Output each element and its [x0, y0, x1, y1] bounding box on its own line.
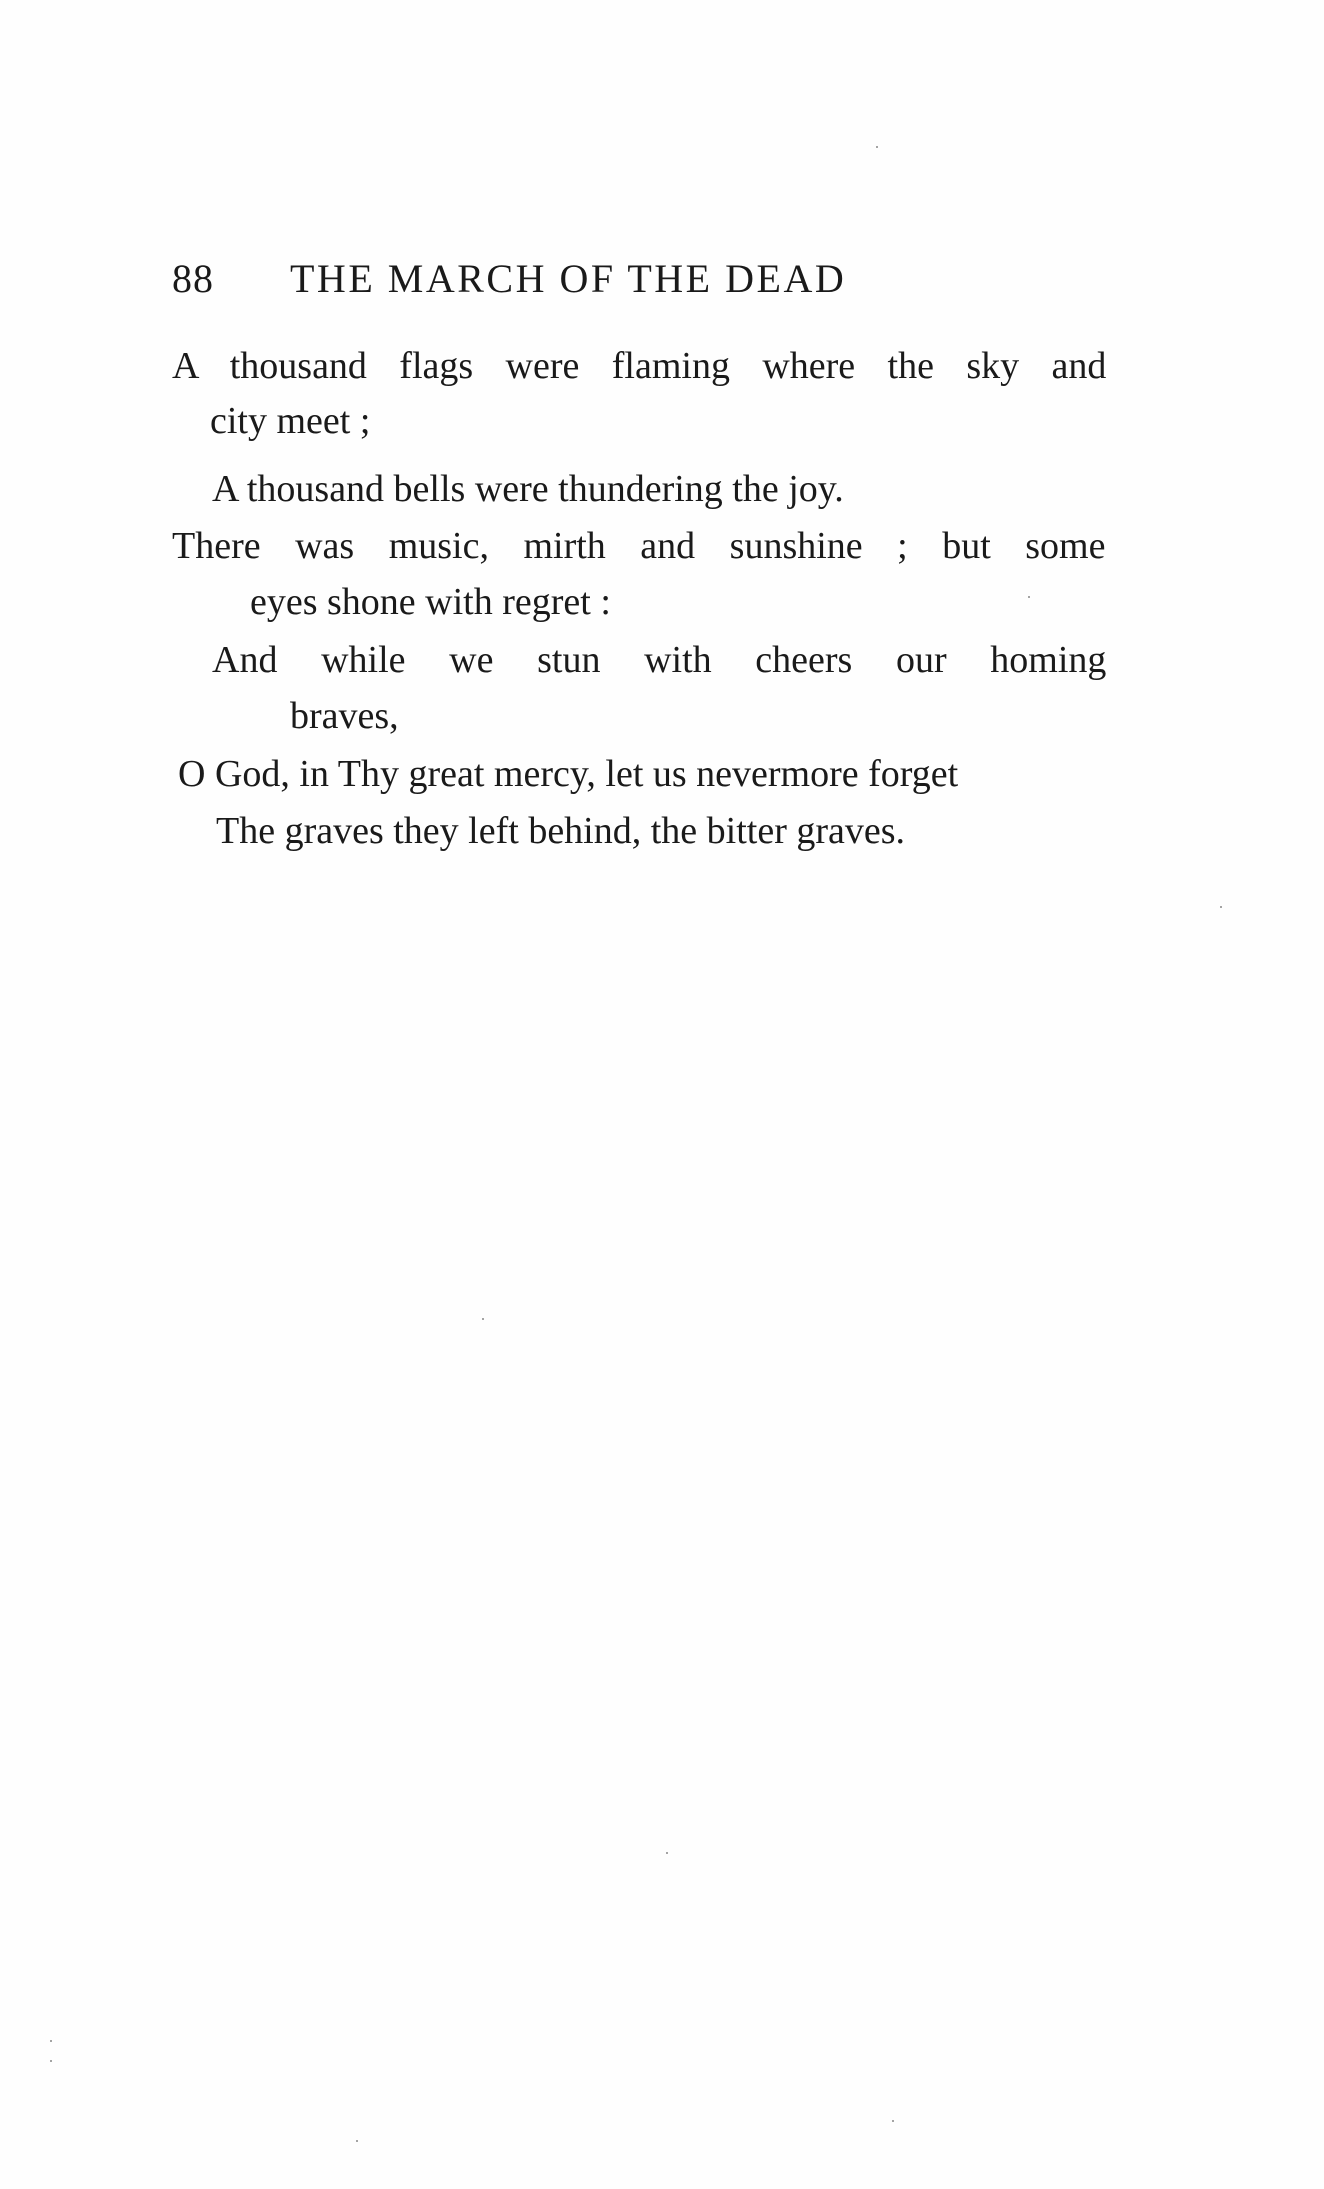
paper-speck	[50, 2060, 52, 2062]
poem-line: eyes shone with regret :	[250, 581, 611, 623]
paper-speck	[356, 2140, 358, 2142]
paper-speck	[50, 2040, 52, 2042]
running-header	[172, 255, 1072, 305]
poem-line: braves,	[290, 695, 399, 737]
paper-speck	[892, 2120, 894, 2122]
poem-line: O God, in Thy great mercy, let us nevermore forget	[178, 753, 959, 795]
poem-line: There was music, mirth and sunshine ; but some	[172, 525, 1106, 567]
paper-speck	[1220, 906, 1222, 908]
poem-line: city meet ;	[210, 400, 371, 442]
paper-speck	[666, 1852, 668, 1854]
page-number: 88	[172, 256, 214, 301]
poem-line: And while we stun with cheers our homing	[212, 639, 1107, 681]
poem-line: A thousand bells were thundering the joy.	[212, 468, 844, 510]
paper-speck	[482, 1318, 484, 1320]
paper-speck	[876, 146, 878, 148]
poem-line: A thousand flags were flaming where the sky and	[172, 345, 1107, 387]
paper-speck	[1028, 596, 1030, 598]
running-title: THE MARCH OF THE DEAD	[290, 256, 847, 301]
poem-line: The graves they left behind, the bitter graves.	[216, 810, 906, 852]
